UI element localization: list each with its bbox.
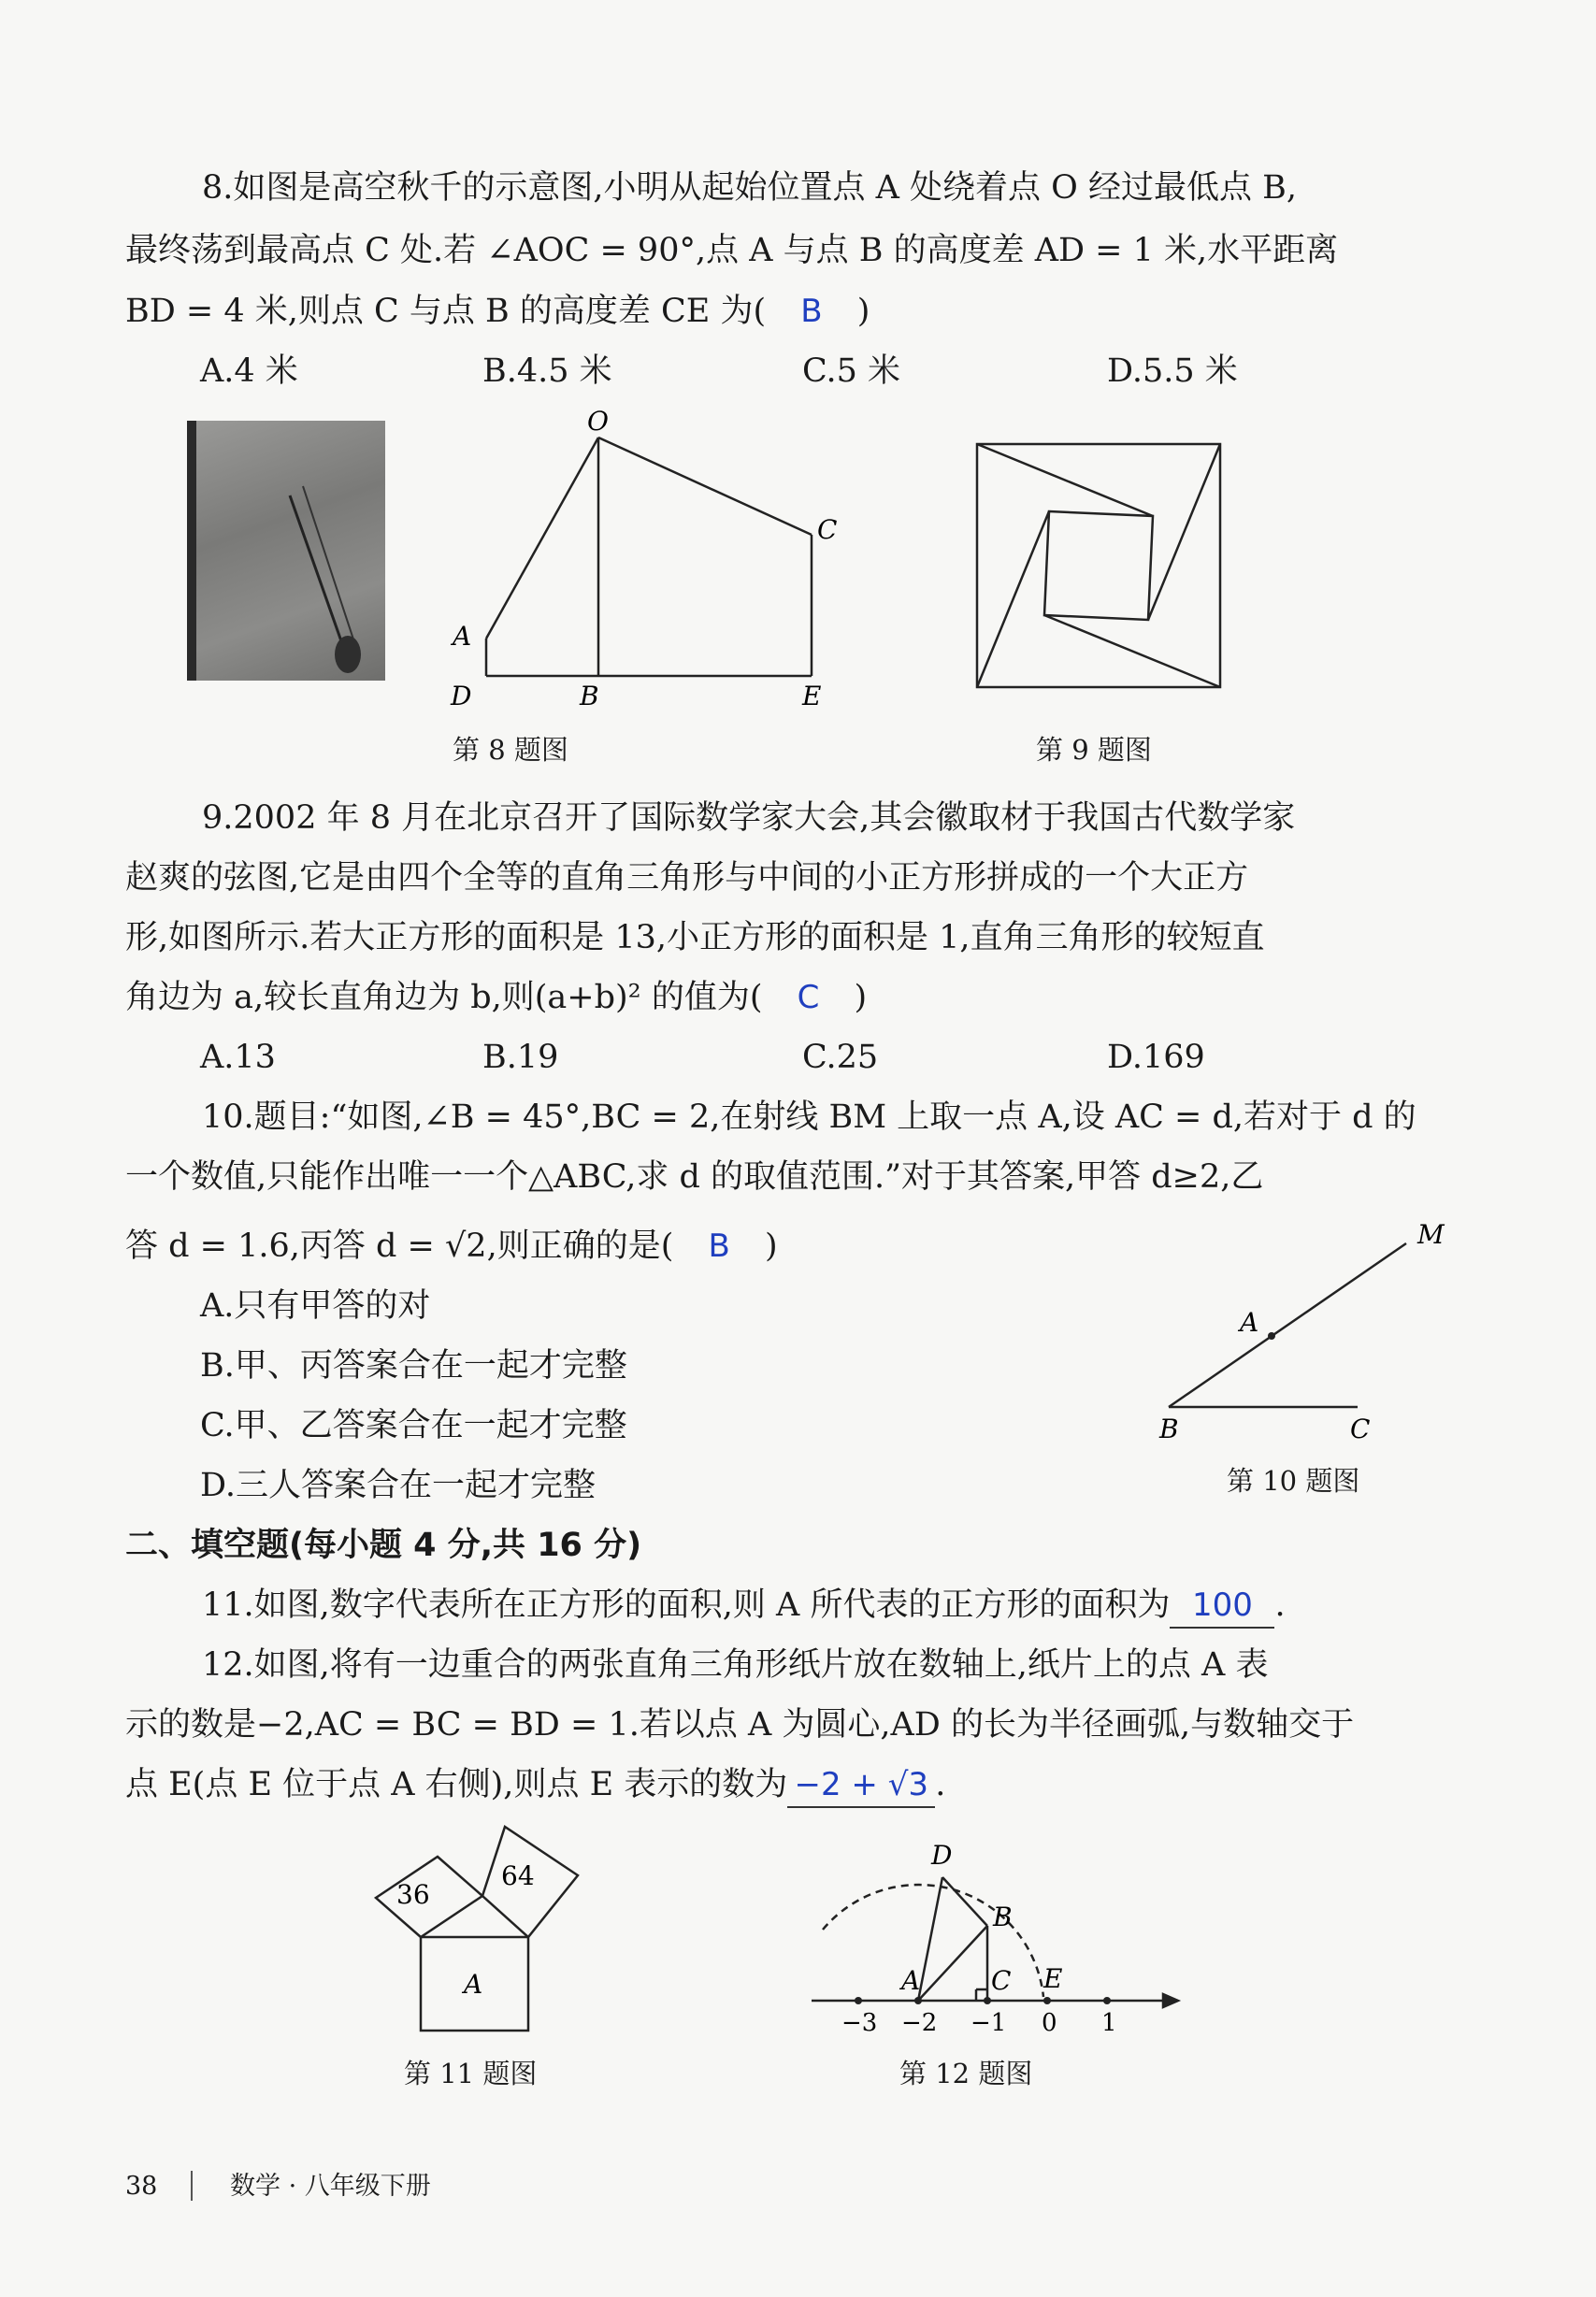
q10-line-2: 一个数值,只能作出唯一一个△ABC,求 d 的取值范围.”对于其答案,甲答 d≥2,乙	[125, 1158, 1264, 1196]
q9-line-3: 形,如图所示.若大正方形的面积是 13,小正方形的面积是 1,直角三角形的较短直	[125, 919, 1265, 956]
q10-label-b: B	[1159, 1414, 1179, 1440]
q12-axis-arrow	[1163, 1994, 1178, 2007]
q12-stem: 点 E(点 E 位于点 A 右侧),则点 E 表示的数为	[125, 1766, 788, 1803]
q9-option-d: D.169	[1107, 1039, 1205, 1076]
q10-option-a: A.只有甲答的对	[200, 1287, 431, 1325]
q10-diagram	[1141, 1206, 1459, 1440]
q12-tick-0: 0	[1042, 2009, 1057, 2037]
q12-tick-1: 1	[1101, 2009, 1117, 2037]
q12-tick-minus-2: −2	[901, 2009, 938, 2037]
q12-label-b: B	[993, 1902, 1013, 1932]
q11-caption: 第 11 题图	[404, 2058, 538, 2089]
q9-answer: C	[797, 979, 820, 1016]
q12-label-c: C	[991, 1965, 1012, 1996]
q11-stem: 11.如图,数字代表所在正方形的面积,则 A 所代表的正方形的面积为	[202, 1586, 1171, 1624]
q8-option-b: B.4.5 米	[482, 352, 612, 390]
q11-period: .	[1274, 1586, 1286, 1624]
q8-label-c: C	[817, 514, 838, 545]
q12-tick-minus-1: −1	[971, 2009, 1007, 2037]
q8-segment-oc	[598, 438, 812, 535]
q9-line-1: 9.2002 年 8 月在北京召开了国际数学家大会,其会徽取材于我国古代数学家	[202, 799, 1296, 837]
q12-segment-ad	[918, 1877, 942, 2001]
q8-line-1: 8.如图是高空秋千的示意图,小明从起始位置点 A 处绕着点 O 经过最低点 B,	[202, 169, 1297, 207]
q8-label-a: A	[453, 621, 472, 652]
q10-close-paren: )	[764, 1227, 778, 1265]
q8-close-paren: )	[856, 293, 870, 330]
q12-period: .	[935, 1766, 946, 1803]
q10-line-1: 10.题目:“如图,∠B = 45°,BC = 2,在射线 BM 上取一点 A,设 AC = d,若对于 d 的	[202, 1098, 1416, 1136]
q12-diagram	[804, 1832, 1206, 2038]
q8-label-e: E	[802, 681, 822, 711]
q8-option-c: C.5 米	[802, 352, 901, 390]
q8-answer: B	[800, 293, 823, 330]
section-2-heading: 二、填空题(每小题 4 分,共 16 分)	[125, 1527, 642, 1564]
q10-option-c: C.甲、乙答案合在一起才完整	[200, 1407, 627, 1444]
q12-label-d: D	[931, 1840, 953, 1871]
q8-label-d: D	[451, 681, 472, 711]
q10-stem-end: 答 d = 1.6,丙答 d = √2,则正确的是(	[125, 1227, 674, 1265]
q8-line-2: 最终荡到最高点 C 处.若 ∠AOC = 90°,点 A 与点 B 的高度差 AD = 1 米,水平距离	[125, 232, 1339, 269]
q9-option-a: A.13	[200, 1039, 276, 1076]
q9-diagram	[972, 439, 1225, 692]
q12-line-3	[125, 1763, 945, 1808]
q11-label-64: 64	[501, 1860, 535, 1891]
book-title: 数学 · 八年级下册	[230, 2172, 431, 2201]
q12-line-1: 12.如图,将有一边重合的两张直角三角形纸片放在数轴上,纸片上的点 A 表	[202, 1646, 1269, 1684]
q11-label-a: A	[464, 1969, 483, 2000]
q10-answer: B	[708, 1227, 730, 1265]
swing-photo-drawing	[187, 421, 385, 681]
q8-option-a: A.4 米	[200, 352, 298, 390]
q12-tick-minus-3: −3	[841, 2009, 878, 2037]
q10-line-3	[125, 1225, 778, 1268]
q10-label-a: A	[1240, 1307, 1259, 1338]
swing-photo	[187, 421, 385, 681]
q10-option-d: D.三人答案合在一起才完整	[200, 1467, 596, 1504]
q9-option-b: B.19	[482, 1039, 559, 1076]
q11-diagram	[365, 1819, 608, 2044]
q8-option-d: D.5.5 米	[1107, 352, 1238, 390]
q9-stem-end: 角边为 a,较长直角边为 b,则(a+b)² 的值为(	[125, 979, 763, 1016]
q8-stem-end: BD = 4 米,则点 C 与点 B 的高度差 CE 为(	[125, 293, 767, 330]
q8-label-b: B	[580, 681, 599, 711]
q10-label-m: M	[1417, 1219, 1445, 1250]
q12-answer-blank: −2 + √3	[787, 1763, 935, 1808]
q8-caption: 第 8 题图	[453, 734, 568, 766]
q11-answer-blank: 100	[1170, 1584, 1274, 1629]
q11-label-36: 36	[396, 1879, 430, 1910]
q9-line-4	[125, 976, 867, 1019]
q8-segment-oa	[486, 438, 598, 639]
q9-option-c: C.25	[802, 1039, 879, 1076]
q10-caption: 第 10 题图	[1227, 1465, 1360, 1497]
q9-line-2: 赵爽的弦图,它是由四个全等的直角三角形与中间的小正方形拼成的一个大正方	[125, 859, 1249, 897]
q9-caption: 第 9 题图	[1036, 734, 1152, 766]
q12-caption: 第 12 题图	[899, 2058, 1033, 2089]
q12-label-a: A	[901, 1965, 921, 1996]
q12-label-e: E	[1043, 1963, 1063, 1994]
q12-line-2: 示的数是−2,AC = BC = BD = 1.若以点 A 为圆心,AD 的长为半径画弧,与数轴交于	[125, 1706, 1355, 1744]
page-number: 38	[125, 2172, 158, 2201]
q8-label-o: O	[587, 409, 609, 437]
q11-line-1	[202, 1584, 1286, 1629]
q10-ray-bm	[1169, 1243, 1406, 1407]
q10-label-c: C	[1350, 1414, 1371, 1440]
footer-divider	[191, 2171, 193, 2201]
q9-close-paren: )	[854, 979, 868, 1016]
q8-diagram	[439, 409, 851, 718]
q8-line-3	[125, 290, 870, 333]
q10-option-b: B.甲、丙答案合在一起才完整	[200, 1347, 627, 1385]
q10-point-a	[1268, 1332, 1275, 1340]
